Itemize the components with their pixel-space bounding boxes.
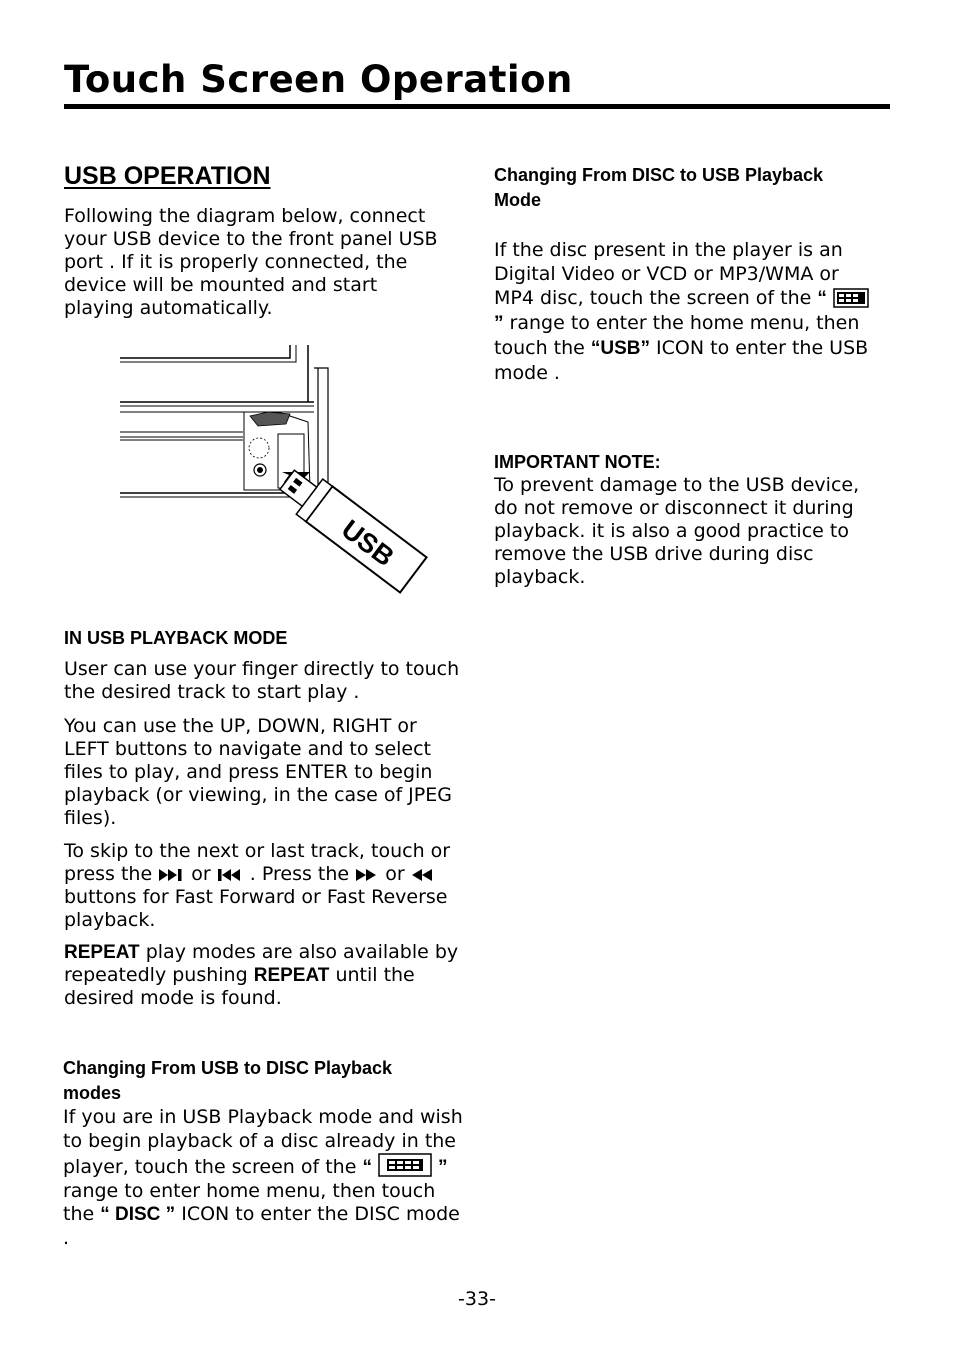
fast-reverse-icon[interactable] [411,867,435,883]
title-rule [64,104,890,109]
next-track-icon[interactable] [158,867,185,883]
home-menu-icon[interactable] [833,288,869,308]
disc-to-usb-heading: Changing From DISC to USB Playback Mode [494,165,824,210]
fast-forward-icon[interactable] [355,867,379,883]
usb-stick-label: USB [336,513,400,573]
disc-to-usb-text: If the disc present in the player is an Digital Video or VCD or MP3/WMA or MP4 disc, touch the screen of the “ ” range to enter the home menu, then touch the “USB” ICON to enter the USB mode . [494,239,869,384]
previous-track-icon[interactable] [217,867,244,883]
important-note-text: To prevent damage to the USB device, do not remove or disconnect it during playback. it is also a good practice to remove the USB drive during disc playback. [494,474,860,588]
usb-operation-heading: USB OPERATION [64,162,271,190]
usb-to-disc-heading: Changing From USB to DISC Playback modes [63,1058,393,1103]
playback-touch-text: User can use your finger directly to touch the desired track to start play . [64,658,460,703]
disc-label: “ DISC ” [100,1204,176,1225]
usb-label: “USB” [590,338,650,359]
playback-skip-text: To skip to the next or last track, touch or press the or . Press the or buttons for Fast Forward or Fast Reverse playback. [64,840,451,931]
usb-intro-text: Following the diagram below, connect your USB device to the front panel USB port . If it is properly connected, the device will be mounted and start playing automatically. [64,205,438,319]
playback-mode-heading: IN USB PLAYBACK MODE [64,628,288,648]
important-note-heading: IMPORTANT NOTE: [494,452,661,472]
playback-repeat-text: REPEAT play modes are also available by repeatedly pushing REPEAT until the desired mode is found. [64,941,459,1009]
home-menu-icon[interactable] [378,1153,432,1177]
page-number: -33- [458,1288,496,1310]
usb-to-disc-text: If you are in USB Playback mode and wish to begin playback of a disc already in the player, touch the screen of the “ ” range to enter home menu, then touch the “ DISC ” ICON to enter the DISC mode . [63,1106,463,1249]
usb-connection-diagram [118,340,458,615]
page-title: Touch Screen Operation [64,58,573,101]
playback-navigate-text: You can use the UP, DOWN, RIGHT or LEFT buttons to navigate and to select files to play, and press ENTER to begin playback (or viewing, in the case of JPEG files). [64,715,452,829]
